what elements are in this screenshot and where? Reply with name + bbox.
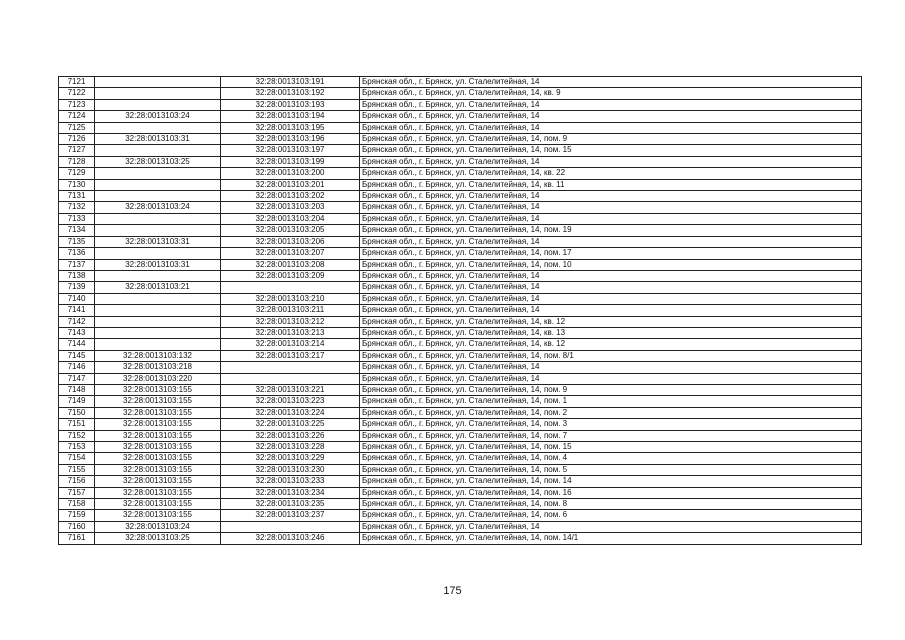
address-cell: Брянская обл., г. Брянск, ул. Сталелитейная, 14, пом. 6: [360, 510, 862, 521]
row-number-cell: 7133: [59, 213, 95, 224]
cadastral-number-cell: 32:28:0013103:234: [221, 487, 360, 498]
table-row: [59, 213, 862, 224]
row-number-cell: 7159: [59, 510, 95, 521]
address-cell: Брянская обл., г. Брянск, ул. Сталелитейная, 14, пом. 15: [360, 145, 862, 156]
page-number: 175: [443, 585, 462, 597]
parent-cadastral-cell: 32:28:0013103:155: [95, 476, 221, 487]
address-cell: Брянская обл., г. Брянск, ул. Сталелитейная, 14: [360, 270, 862, 281]
cadastral-number-cell: 32:28:0013103:223: [221, 396, 360, 407]
cadastral-number-cell: 32:28:0013103:206: [221, 236, 360, 247]
parent-cadastral-cell: [95, 225, 221, 236]
parent-cadastral-cell: [95, 145, 221, 156]
cadastral-number-cell: 32:28:0013103:217: [221, 350, 360, 361]
cadastral-number-cell: 32:28:0013103:209: [221, 270, 360, 281]
parent-cadastral-cell: [95, 88, 221, 99]
row-number-cell: 7151: [59, 419, 95, 430]
cadastral-number-cell: 32:28:0013103:229: [221, 453, 360, 464]
row-number-cell: 7155: [59, 464, 95, 475]
cadastral-number-cell: 32:28:0013103:237: [221, 510, 360, 521]
address-cell: Брянская обл., г. Брянск, ул. Сталелитейная, 14, пом. 15: [360, 442, 862, 453]
row-number-cell: 7141: [59, 305, 95, 316]
row-number-cell: 7150: [59, 407, 95, 418]
address-cell: Брянская обл., г. Брянск, ул. Сталелитейная, 14, пом. 14/1: [360, 533, 862, 544]
address-cell: Брянская обл., г. Брянск, ул. Сталелитейная, 14, кв. 9: [360, 88, 862, 99]
parent-cadastral-cell: [95, 339, 221, 350]
table-row: [59, 145, 862, 156]
table-row: [59, 384, 862, 395]
table-row: [59, 362, 862, 373]
table-row: [59, 407, 862, 418]
address-cell: Брянская обл., г. Брянск, ул. Сталелитейная, 14, пом. 19: [360, 225, 862, 236]
cadastral-number-cell: 32:28:0013103:195: [221, 122, 360, 133]
cadastral-number-cell: [221, 282, 360, 293]
parent-cadastral-cell: [95, 179, 221, 190]
address-cell: Брянская обл., г. Брянск, ул. Сталелитейная, 14: [360, 362, 862, 373]
parent-cadastral-cell: [95, 77, 221, 88]
cadastral-number-cell: 32:28:0013103:211: [221, 305, 360, 316]
row-number-cell: 7158: [59, 499, 95, 510]
parent-cadastral-cell: [95, 293, 221, 304]
parent-cadastral-cell: 32:28:0013103:155: [95, 487, 221, 498]
address-cell: Брянская обл., г. Брянск, ул. Сталелитейная, 14, пом. 5: [360, 464, 862, 475]
address-cell: Брянская обл., г. Брянск, ул. Сталелитейная, 14, пом. 4: [360, 453, 862, 464]
address-cell: Брянская обл., г. Брянск, ул. Сталелитейная, 14: [360, 191, 862, 202]
cadastral-number-cell: 32:28:0013103:207: [221, 248, 360, 259]
parent-cadastral-cell: [95, 316, 221, 327]
table-row: [59, 259, 862, 270]
address-cell: Брянская обл., г. Брянск, ул. Сталелитейная, 14, пом. 14: [360, 476, 862, 487]
table-row: [59, 499, 862, 510]
address-cell: Брянская обл., г. Брянск, ул. Сталелитейная, 14, пом. 9: [360, 134, 862, 145]
row-number-cell: 7135: [59, 236, 95, 247]
cadastral-number-cell: 32:28:0013103:203: [221, 202, 360, 213]
cadastral-number-cell: 32:28:0013103:194: [221, 111, 360, 122]
address-cell: Брянская обл., г. Брянск, ул. Сталелитейная, 14: [360, 99, 862, 110]
parent-cadastral-cell: 32:28:0013103:21: [95, 282, 221, 293]
row-number-cell: 7128: [59, 156, 95, 167]
parent-cadastral-cell: 32:28:0013103:24: [95, 521, 221, 532]
cadastral-number-cell: 32:28:0013103:224: [221, 407, 360, 418]
parent-cadastral-cell: [95, 122, 221, 133]
table-row: [59, 533, 862, 544]
cadastral-table: [58, 76, 862, 545]
cadastral-number-cell: 32:28:0013103:210: [221, 293, 360, 304]
address-cell: Брянская обл., г. Брянск, ул. Сталелитейная, 14, кв. 11: [360, 179, 862, 190]
parent-cadastral-cell: 32:28:0013103:155: [95, 499, 221, 510]
table-row: [59, 88, 862, 99]
address-cell: Брянская обл., г. Брянск, ул. Сталелитейная, 14, пом. 16: [360, 487, 862, 498]
address-cell: Брянская обл., г. Брянск, ул. Сталелитейная, 14, пом. 10: [360, 259, 862, 270]
table-row: [59, 77, 862, 88]
address-cell: Брянская обл., г. Брянск, ул. Сталелитейная, 14, кв. 12: [360, 316, 862, 327]
row-number-cell: 7142: [59, 316, 95, 327]
cadastral-number-cell: [221, 373, 360, 384]
table-row: [59, 134, 862, 145]
cadastral-number-cell: 32:28:0013103:208: [221, 259, 360, 270]
address-cell: Брянская обл., г. Брянск, ул. Сталелитейная, 14: [360, 293, 862, 304]
parent-cadastral-cell: 32:28:0013103:31: [95, 236, 221, 247]
address-cell: Брянская обл., г. Брянск, ул. Сталелитейная, 14, пом. 8/1: [360, 350, 862, 361]
table-row: [59, 168, 862, 179]
parent-cadastral-cell: [95, 327, 221, 338]
parent-cadastral-cell: 32:28:0013103:24: [95, 202, 221, 213]
parent-cadastral-cell: [95, 99, 221, 110]
row-number-cell: 7121: [59, 77, 95, 88]
cadastral-number-cell: 32:28:0013103:213: [221, 327, 360, 338]
parent-cadastral-cell: 32:28:0013103:24: [95, 111, 221, 122]
parent-cadastral-cell: [95, 168, 221, 179]
address-cell: Брянская обл., г. Брянск, ул. Сталелитейная, 14, пом. 9: [360, 384, 862, 395]
table-row: [59, 156, 862, 167]
table-row: [59, 282, 862, 293]
table-row: [59, 510, 862, 521]
row-number-cell: 7124: [59, 111, 95, 122]
cadastral-number-cell: 32:28:0013103:212: [221, 316, 360, 327]
parent-cadastral-cell: 32:28:0013103:155: [95, 407, 221, 418]
row-number-cell: 7145: [59, 350, 95, 361]
row-number-cell: 7129: [59, 168, 95, 179]
table-row: [59, 270, 862, 281]
cadastral-number-cell: 32:28:0013103:191: [221, 77, 360, 88]
address-cell: Брянская обл., г. Брянск, ул. Сталелитейная, 14: [360, 213, 862, 224]
cadastral-number-cell: 32:28:0013103:196: [221, 134, 360, 145]
address-cell: Брянская обл., г. Брянск, ул. Сталелитейная, 14: [360, 111, 862, 122]
row-number-cell: 7154: [59, 453, 95, 464]
row-number-cell: 7148: [59, 384, 95, 395]
row-number-cell: 7146: [59, 362, 95, 373]
table-row: [59, 396, 862, 407]
parent-cadastral-cell: [95, 191, 221, 202]
row-number-cell: 7126: [59, 134, 95, 145]
table-row: [59, 327, 862, 338]
row-number-cell: 7132: [59, 202, 95, 213]
address-cell: Брянская обл., г. Брянск, ул. Сталелитейная, 14: [360, 521, 862, 532]
row-number-cell: 7127: [59, 145, 95, 156]
parent-cadastral-cell: [95, 248, 221, 259]
address-cell: Брянская обл., г. Брянск, ул. Сталелитейная, 14: [360, 305, 862, 316]
table-row: [59, 419, 862, 430]
row-number-cell: 7136: [59, 248, 95, 259]
table-row: [59, 464, 862, 475]
parent-cadastral-cell: 32:28:0013103:155: [95, 396, 221, 407]
row-number-cell: 7161: [59, 533, 95, 544]
parent-cadastral-cell: 32:28:0013103:220: [95, 373, 221, 384]
row-number-cell: 7123: [59, 99, 95, 110]
cadastral-number-cell: 32:28:0013103:246: [221, 533, 360, 544]
parent-cadastral-cell: 32:28:0013103:132: [95, 350, 221, 361]
cadastral-number-cell: 32:28:0013103:228: [221, 442, 360, 453]
row-number-cell: 7149: [59, 396, 95, 407]
parent-cadastral-cell: [95, 305, 221, 316]
address-cell: Брянская обл., г. Брянск, ул. Сталелитейная, 14: [360, 202, 862, 213]
parent-cadastral-cell: 32:28:0013103:31: [95, 259, 221, 270]
address-cell: Брянская обл., г. Брянск, ул. Сталелитейная, 14, пом. 3: [360, 419, 862, 430]
row-number-cell: 7153: [59, 442, 95, 453]
parent-cadastral-cell: 32:28:0013103:155: [95, 510, 221, 521]
cadastral-number-cell: 32:28:0013103:202: [221, 191, 360, 202]
parent-cadastral-cell: 32:28:0013103:155: [95, 430, 221, 441]
cadastral-number-cell: 32:28:0013103:235: [221, 499, 360, 510]
row-number-cell: 7143: [59, 327, 95, 338]
cadastral-number-cell: 32:28:0013103:200: [221, 168, 360, 179]
table-row: [59, 487, 862, 498]
cadastral-number-cell: [221, 362, 360, 373]
table-row: [59, 339, 862, 350]
address-cell: Брянская обл., г. Брянск, ул. Сталелитейная, 14: [360, 122, 862, 133]
table-row: [59, 350, 862, 361]
table-row: [59, 316, 862, 327]
table-row: [59, 305, 862, 316]
address-cell: Брянская обл., г. Брянск, ул. Сталелитейная, 14, пом. 8: [360, 499, 862, 510]
row-number-cell: 7144: [59, 339, 95, 350]
row-number-cell: 7137: [59, 259, 95, 270]
cadastral-number-cell: 32:28:0013103:233: [221, 476, 360, 487]
cadastral-number-cell: 32:28:0013103:230: [221, 464, 360, 475]
parent-cadastral-cell: 32:28:0013103:25: [95, 533, 221, 544]
row-number-cell: 7131: [59, 191, 95, 202]
row-number-cell: 7125: [59, 122, 95, 133]
table-row: [59, 430, 862, 441]
row-number-cell: 7156: [59, 476, 95, 487]
address-cell: Брянская обл., г. Брянск, ул. Сталелитейная, 14: [360, 373, 862, 384]
address-cell: Брянская обл., г. Брянск, ул. Сталелитейная, 14: [360, 236, 862, 247]
table-row: [59, 225, 862, 236]
parent-cadastral-cell: 32:28:0013103:155: [95, 384, 221, 395]
cadastral-number-cell: [221, 521, 360, 532]
parent-cadastral-cell: [95, 270, 221, 281]
table-row: [59, 111, 862, 122]
row-number-cell: 7147: [59, 373, 95, 384]
cadastral-number-cell: 32:28:0013103:197: [221, 145, 360, 156]
table-row: [59, 248, 862, 259]
address-cell: Брянская обл., г. Брянск, ул. Сталелитейная, 14, пом. 2: [360, 407, 862, 418]
row-number-cell: 7134: [59, 225, 95, 236]
table-row: [59, 236, 862, 247]
row-number-cell: 7139: [59, 282, 95, 293]
cadastral-number-cell: 32:28:0013103:193: [221, 99, 360, 110]
cadastral-number-cell: 32:28:0013103:201: [221, 179, 360, 190]
address-cell: Брянская обл., г. Брянск, ул. Сталелитейная, 14: [360, 156, 862, 167]
table-body: [59, 77, 862, 545]
cadastral-number-cell: 32:28:0013103:199: [221, 156, 360, 167]
table-row: [59, 453, 862, 464]
parent-cadastral-cell: 32:28:0013103:155: [95, 464, 221, 475]
cadastral-number-cell: 32:28:0013103:226: [221, 430, 360, 441]
cadastral-number-cell: 32:28:0013103:214: [221, 339, 360, 350]
parent-cadastral-cell: [95, 213, 221, 224]
table-row: [59, 99, 862, 110]
table-row: [59, 476, 862, 487]
table-row: [59, 179, 862, 190]
parent-cadastral-cell: 32:28:0013103:155: [95, 453, 221, 464]
cadastral-number-cell: 32:28:0013103:205: [221, 225, 360, 236]
table-row: [59, 373, 862, 384]
cadastral-number-cell: 32:28:0013103:221: [221, 384, 360, 395]
address-cell: Брянская обл., г. Брянск, ул. Сталелитейная, 14, кв. 22: [360, 168, 862, 179]
parent-cadastral-cell: 32:28:0013103:155: [95, 419, 221, 430]
address-cell: Брянская обл., г. Брянск, ул. Сталелитейная, 14, пом. 1: [360, 396, 862, 407]
address-cell: Брянская обл., г. Брянск, ул. Сталелитейная, 14, пом. 17: [360, 248, 862, 259]
table-row: [59, 442, 862, 453]
parent-cadastral-cell: 32:28:0013103:218: [95, 362, 221, 373]
parent-cadastral-cell: 32:28:0013103:25: [95, 156, 221, 167]
address-cell: Брянская обл., г. Брянск, ул. Сталелитейная, 14, кв. 13: [360, 327, 862, 338]
row-number-cell: 7152: [59, 430, 95, 441]
row-number-cell: 7160: [59, 521, 95, 532]
address-cell: Брянская обл., г. Брянск, ул. Сталелитейная, 14: [360, 282, 862, 293]
table-row: [59, 191, 862, 202]
table-row: [59, 521, 862, 532]
address-cell: Брянская обл., г. Брянск, ул. Сталелитейная, 14: [360, 77, 862, 88]
table-row: [59, 202, 862, 213]
address-cell: Брянская обл., г. Брянск, ул. Сталелитейная, 14, кв. 12: [360, 339, 862, 350]
row-number-cell: 7122: [59, 88, 95, 99]
cadastral-number-cell: 32:28:0013103:225: [221, 419, 360, 430]
row-number-cell: 7157: [59, 487, 95, 498]
cadastral-number-cell: 32:28:0013103:192: [221, 88, 360, 99]
row-number-cell: 7138: [59, 270, 95, 281]
table-row: [59, 122, 862, 133]
address-cell: Брянская обл., г. Брянск, ул. Сталелитейная, 14, пом. 7: [360, 430, 862, 441]
parent-cadastral-cell: 32:28:0013103:31: [95, 134, 221, 145]
table-row: [59, 293, 862, 304]
row-number-cell: 7140: [59, 293, 95, 304]
row-number-cell: 7130: [59, 179, 95, 190]
parent-cadastral-cell: 32:28:0013103:155: [95, 442, 221, 453]
cadastral-number-cell: 32:28:0013103:204: [221, 213, 360, 224]
